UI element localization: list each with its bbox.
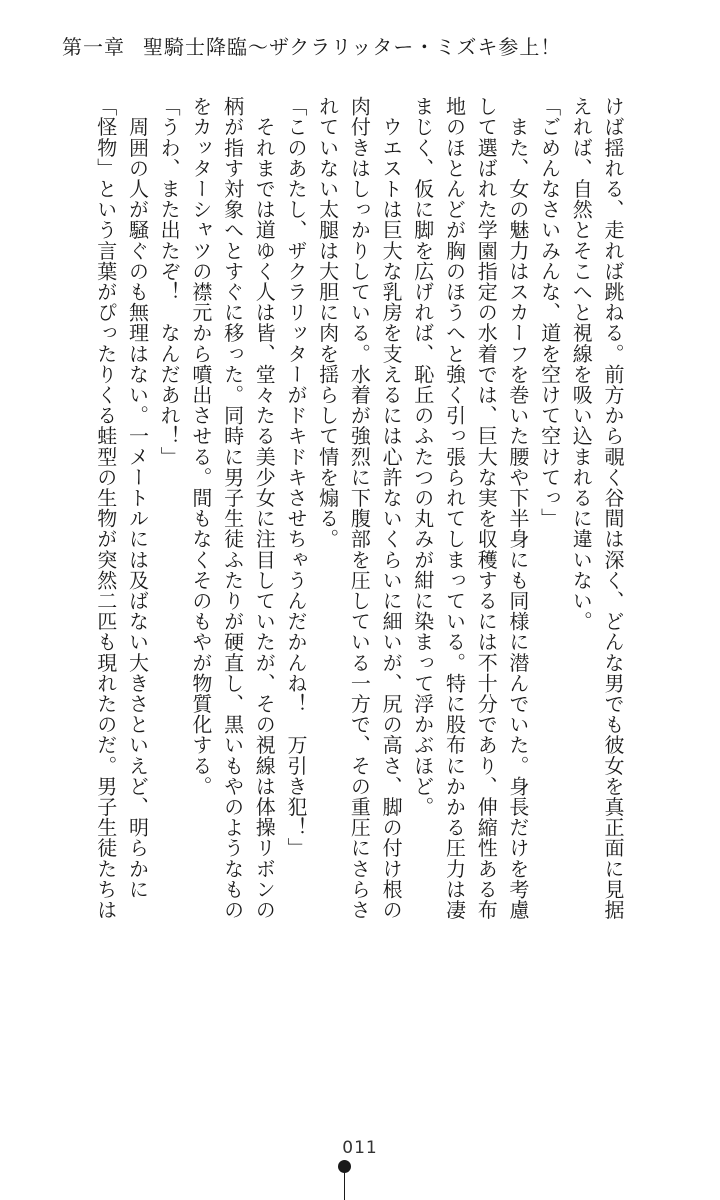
page-marker-line <box>344 1172 345 1200</box>
text-column: れていない太腿は大胆に肉を揺らして情を煽る。 <box>315 96 340 550</box>
text-column: 「ごめんなさいみんな、道を空けて空けてっ」 <box>537 96 562 529</box>
text-column: まじく、仮に脚を広げれば、恥丘のふたつの丸みが紺に染まって浮かぶほど。 <box>410 96 435 817</box>
text-column: えれば、自然とそこへと視線を吸い込まれるに違いない。 <box>569 96 594 632</box>
text-column: 柄が指す対象へとすぐに移った。同時に男子生徒ふたりが硬直し、黒いもやのようなもの <box>220 96 245 920</box>
text-column: ウエストは巨大な乳房を支えるには心許ないくらいに細いが、尻の高さ、脚の付け根の <box>379 96 404 920</box>
page-number: 011 <box>342 1138 378 1158</box>
text-column: けば揺れる、走れば跳ねる。前方から覗く谷間は深く、どんな男でも彼女を真正面に見据 <box>601 96 625 920</box>
text-column: それまでは道ゆく人は皆、堂々たる美少女に注目していたが、その視線は体操リボンの <box>252 96 277 920</box>
text-column: して選ばれた学園指定の水着では、巨大な実を収穫するには不十分であり、伸縮性ある布 <box>474 96 499 920</box>
text-column: 周囲の人が騒ぐのも無理はない。一メートルには及ばない大きさといえど、明らかに <box>125 96 150 900</box>
text-column: をカッターシャツの襟元から噴出させる。間もなくそのもやが物質化する。 <box>188 96 213 797</box>
text-column: 地のほとんどが胸のほうへと強く引っ張られてしまっている。特に股布にかかる圧力は凄 <box>442 96 467 920</box>
vertical-body-text <box>68 96 628 996</box>
chapter-number: 第一章 <box>62 35 125 59</box>
text-column: 「このあたし、ザクラリッターがドキドキさせちゃうんだかんね！ 万引き犯！」 <box>283 96 308 859</box>
text-column: また、女の魅力はスカーフを巻いた腰や下半身にも同様に潜んでいた。身長だけを考慮 <box>505 96 530 920</box>
chapter-title: 聖騎士降臨～ザクラリッター・ミズキ参上！ <box>143 35 562 59</box>
running-header <box>62 34 662 60</box>
text-column: 「うわ、また出たぞ！ なんだあれ！」 <box>157 96 182 467</box>
text-column: 「怪物」という言葉がぴったりくる蛙型の生物が突然二匹も現れたのだ。男子生徒たちは <box>93 96 118 920</box>
text-column: 肉付きはしっかりしている。水着が強烈に下腹部を圧している一方で、その重圧にさらさ <box>347 96 372 920</box>
